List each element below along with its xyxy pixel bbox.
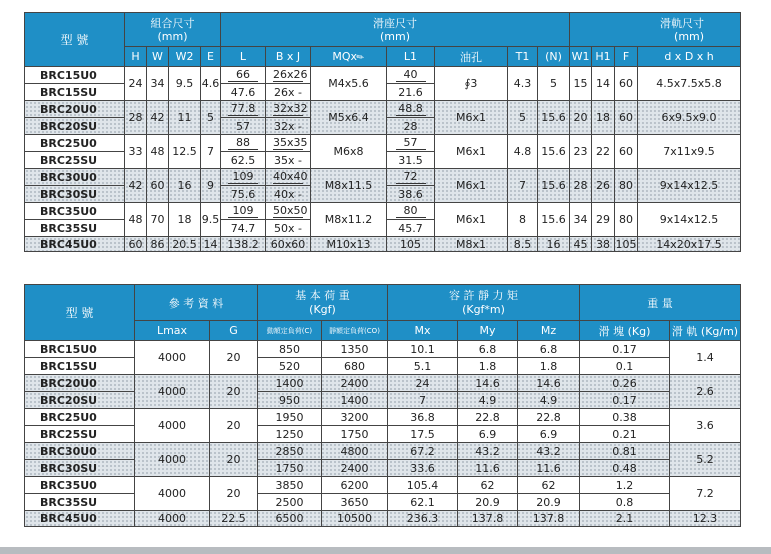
value-G: 20 xyxy=(210,409,258,443)
table-row xyxy=(25,511,741,527)
model-name: BRC20SU xyxy=(25,118,125,135)
value-F: 60 xyxy=(615,67,638,101)
value-Mx: 17.5 xyxy=(388,426,458,443)
value-oil-hole: ∮3 xyxy=(435,67,508,101)
value-block-weight: 0.17 xyxy=(580,341,670,358)
value-T1: 8.5 xyxy=(508,237,538,252)
value-L1-value: 48.8 xyxy=(396,103,426,116)
value-dynamic-load: 1400 xyxy=(258,375,322,392)
value-W2: 12.5 xyxy=(169,135,201,169)
value-BxJ xyxy=(266,101,311,118)
value-BxJ-value: 32x32 xyxy=(273,101,308,115)
load-rating-table xyxy=(24,284,741,527)
value-My: 6.8 xyxy=(458,341,518,358)
model-name: BRC15SU xyxy=(25,358,135,375)
value-g: 22.5 xyxy=(210,511,258,527)
value-L1 xyxy=(387,169,435,186)
value-L1: 21.6 xyxy=(387,84,435,101)
model-name: BRC25SU xyxy=(25,152,125,169)
value-Mz: 6.8 xyxy=(518,341,580,358)
value-dynamic-load: 1250 xyxy=(258,426,322,443)
value-L1 xyxy=(387,101,435,118)
col-L: L xyxy=(221,47,266,67)
col-BxJ: B x J xyxy=(266,47,311,67)
value-rw: 12.3 xyxy=(670,511,741,527)
value-BxJ: 26x - xyxy=(266,84,311,101)
value-G: 20 xyxy=(210,443,258,477)
value-BxJ-value: 35x35 xyxy=(273,135,308,149)
value-T1: 5 xyxy=(508,101,538,135)
value-oil-hole: M6x1 xyxy=(435,203,508,237)
value-MQ: M8x11.2 xyxy=(311,203,387,237)
value-W: 60 xyxy=(147,169,169,203)
value-rail-weight: 1.4 xyxy=(670,341,741,375)
value-static-load: 1350 xyxy=(322,341,388,358)
model-name: BRC15U0 xyxy=(25,67,125,84)
value-static-load: 6200 xyxy=(322,477,388,494)
model-name: BRC30U0 xyxy=(25,443,135,460)
value-W: 34 xyxy=(147,67,169,101)
value-Mx: 5.1 xyxy=(388,358,458,375)
value-H: 42 xyxy=(125,169,147,203)
table-row xyxy=(25,494,741,511)
value-block-weight: 0.26 xyxy=(580,375,670,392)
model-name: BRC15U0 xyxy=(25,341,135,358)
table-row xyxy=(25,101,741,118)
assembly-dimensions-header: 組合尺寸 (mm) xyxy=(125,13,221,47)
value-block-weight: 0.48 xyxy=(580,460,670,477)
value-Lmax: 4000 xyxy=(135,341,210,375)
value-BxJ-value: 26x26 xyxy=(273,67,308,81)
value-F: 80 xyxy=(615,169,638,203)
value-E: 4.6 xyxy=(201,67,221,101)
col-Lmax: Lmax xyxy=(135,321,210,341)
model-name: BRC35SU xyxy=(25,494,135,511)
value-W1: 20 xyxy=(570,101,592,135)
value-Mx: 67.2 xyxy=(388,443,458,460)
value-static-load: 3200 xyxy=(322,409,388,426)
value-BxJ xyxy=(266,67,311,84)
value-My: 11.6 xyxy=(458,460,518,477)
value-L1-value: 57 xyxy=(396,137,426,150)
value-W2: 11 xyxy=(169,101,201,135)
model-name: BRC20U0 xyxy=(25,101,125,118)
model-name: BRC45U0 xyxy=(25,237,125,252)
value-block-weight: 0.21 xyxy=(580,426,670,443)
value-BxJ xyxy=(266,203,311,220)
table-row xyxy=(25,135,741,152)
value-G: 20 xyxy=(210,375,258,409)
value-L-value: 66 xyxy=(228,69,258,82)
table-row xyxy=(25,358,741,375)
table-row xyxy=(25,443,741,460)
value-H: 24 xyxy=(125,67,147,101)
value-BJ: 60x60 xyxy=(266,237,311,252)
value-L xyxy=(221,203,266,220)
value-mz: 137.8 xyxy=(518,511,580,527)
value-BxJ xyxy=(266,169,311,186)
col-L1: L1 xyxy=(387,47,435,67)
value-Lmax: 4000 xyxy=(135,477,210,511)
value-dynamic-load: 3850 xyxy=(258,477,322,494)
value-T1: 4.8 xyxy=(508,135,538,169)
value-H1: 22 xyxy=(592,135,615,169)
value-dDh: 6x9.5x9.0 xyxy=(638,101,741,135)
value-L: 74.7 xyxy=(221,220,266,237)
col-H1: H1 xyxy=(592,47,615,67)
col-G: G xyxy=(210,321,258,341)
value-L: 57 xyxy=(221,118,266,135)
value-L-value: 109 xyxy=(228,171,258,184)
value-My: 14.6 xyxy=(458,375,518,392)
value-W1: 34 xyxy=(570,203,592,237)
model-name: BRC30SU xyxy=(25,186,125,203)
value-L1: 105 xyxy=(387,237,435,252)
table-row xyxy=(25,237,741,252)
model-name: BRC15SU xyxy=(25,84,125,101)
value-N: 15.6 xyxy=(538,203,570,237)
value-W: 42 xyxy=(147,101,169,135)
value-H: 60 xyxy=(125,237,147,252)
value-rail-weight: 5.2 xyxy=(670,443,741,477)
table-row xyxy=(25,341,741,358)
value-My: 6.9 xyxy=(458,426,518,443)
static-moment-header: 容 許 靜 力 矩 (Kgf*m) xyxy=(388,285,580,321)
value-My: 43.2 xyxy=(458,443,518,460)
col-W: W xyxy=(147,47,169,67)
value-BxJ: 32x - xyxy=(266,118,311,135)
value-rail-weight: 2.6 xyxy=(670,375,741,409)
value-Mz: 1.8 xyxy=(518,358,580,375)
value-Mx: 10.1 xyxy=(388,341,458,358)
value-dynamic-load: 2500 xyxy=(258,494,322,511)
value-block-weight: 0.17 xyxy=(580,392,670,409)
pen-icon: ✎ xyxy=(354,51,367,65)
value-L1 xyxy=(387,203,435,220)
col-E: E xyxy=(201,47,221,67)
weight-header: 重 量 xyxy=(580,285,741,321)
value-Mx: 7 xyxy=(388,392,458,409)
value-block-weight: 0.8 xyxy=(580,494,670,511)
value-block-weight: 0.81 xyxy=(580,443,670,460)
value-Mz: 6.9 xyxy=(518,426,580,443)
bottom-bar xyxy=(0,547,771,554)
col-F: F xyxy=(615,47,638,67)
value-static-load: 1400 xyxy=(322,392,388,409)
col-Mx: Mx xyxy=(388,321,458,341)
value-oil-hole: M6x1 xyxy=(435,135,508,169)
value-My: 20.9 xyxy=(458,494,518,511)
value-dDh: 9x14x12.5 xyxy=(638,169,741,203)
table-row xyxy=(25,477,741,494)
value-H: 33 xyxy=(125,135,147,169)
value-static-load: 3650 xyxy=(322,494,388,511)
value-oil: M8x1 xyxy=(435,237,508,252)
value-MQ: M6x8 xyxy=(311,135,387,169)
value-co: 10500 xyxy=(322,511,388,527)
value-rail-weight: 7.2 xyxy=(670,477,741,511)
value-H: 48 xyxy=(125,203,147,237)
col-N: (N) xyxy=(538,47,570,67)
value-BxJ: 40x - xyxy=(266,186,311,203)
table-row xyxy=(25,392,741,409)
model-header: 型 號 xyxy=(25,13,125,67)
value-H1: 18 xyxy=(592,101,615,135)
value-L1-value: 80 xyxy=(396,205,426,218)
value-oil-hole: M6x1 xyxy=(435,101,508,135)
value-T1: 7 xyxy=(508,169,538,203)
value-E: 9 xyxy=(201,169,221,203)
value-L: 47.6 xyxy=(221,84,266,101)
value-W: 86 xyxy=(147,237,169,252)
value-lmax: 4000 xyxy=(135,511,210,527)
value-N: 15.6 xyxy=(538,135,570,169)
value-W2: 18 xyxy=(169,203,201,237)
value-Mz: 22.8 xyxy=(518,409,580,426)
model-name: BRC25U0 xyxy=(25,135,125,152)
value-Mz: 43.2 xyxy=(518,443,580,460)
value-Mx: 36.8 xyxy=(388,409,458,426)
value-Lmax: 4000 xyxy=(135,443,210,477)
value-L1: 28 xyxy=(387,118,435,135)
value-T1: 8 xyxy=(508,203,538,237)
col-T1: T1 xyxy=(508,47,538,67)
value-L: 62.5 xyxy=(221,152,266,169)
value-L: 75.6 xyxy=(221,186,266,203)
value-dDh: 4.5x7.5x5.8 xyxy=(638,67,741,101)
value-dynamic-load: 1950 xyxy=(258,409,322,426)
value-Mz: 62 xyxy=(518,477,580,494)
value-W: 48 xyxy=(147,135,169,169)
col-W1: W1 xyxy=(570,47,592,67)
value-N: 5 xyxy=(538,67,570,101)
col-H: H xyxy=(125,47,147,67)
value-F: 60 xyxy=(615,101,638,135)
value-N: 16 xyxy=(538,237,570,252)
value-E: 7 xyxy=(201,135,221,169)
value-c: 6500 xyxy=(258,511,322,527)
value-static-load: 1750 xyxy=(322,426,388,443)
value-L1 xyxy=(387,135,435,152)
value-T1: 4.3 xyxy=(508,67,538,101)
value-E: 9.5 xyxy=(201,203,221,237)
value-BxJ xyxy=(266,135,311,152)
col-rail-weight: 滑 軌 (Kg/m) xyxy=(670,321,741,341)
value-Mz: 14.6 xyxy=(518,375,580,392)
value-dDh: 9x14x12.5 xyxy=(638,203,741,237)
value-N: 15.6 xyxy=(538,169,570,203)
value-L xyxy=(221,135,266,152)
value-L-value: 88 xyxy=(228,137,258,150)
basic-load-header: 基 本 荷 重 (Kgf) xyxy=(258,285,388,321)
rail-dimensions-header: 滑軌尺寸 (mm) xyxy=(570,13,741,47)
value-block-weight: 1.2 xyxy=(580,477,670,494)
value-H1: 38 xyxy=(592,237,615,252)
col-oil-hole: 油孔 xyxy=(435,47,508,67)
value-L1: 45.7 xyxy=(387,220,435,237)
value-L1: 38.6 xyxy=(387,186,435,203)
value-Mx: 33.6 xyxy=(388,460,458,477)
value-Mz: 4.9 xyxy=(518,392,580,409)
value-dynamic-load: 520 xyxy=(258,358,322,375)
col-W2: W2 xyxy=(169,47,201,67)
value-My: 22.8 xyxy=(458,409,518,426)
model-name: BRC35U0 xyxy=(25,477,135,494)
model-name: BRC25U0 xyxy=(25,409,135,426)
value-F: 80 xyxy=(615,203,638,237)
value-Mz: 20.9 xyxy=(518,494,580,511)
value-W2: 20.5 xyxy=(169,237,201,252)
col-MQ: MQx✎ xyxy=(311,47,387,67)
value-static-load: 2400 xyxy=(322,375,388,392)
model-name: BRC45U0 xyxy=(25,511,135,527)
table-row xyxy=(25,203,741,220)
value-L-value: 109 xyxy=(228,205,258,218)
value-F: 60 xyxy=(615,135,638,169)
value-MQ: M10x13 xyxy=(311,237,387,252)
model-name: BRC35SU xyxy=(25,220,125,237)
value-L xyxy=(221,169,266,186)
value-N: 15.6 xyxy=(538,101,570,135)
value-MQ: M4x5.6 xyxy=(311,67,387,101)
value-L1: 31.5 xyxy=(387,152,435,169)
reference-header: 參 考 資 料 xyxy=(135,285,258,321)
model-name: BRC20SU xyxy=(25,392,135,409)
value-oil-hole: M6x1 xyxy=(435,169,508,203)
value-BxJ: 35x - xyxy=(266,152,311,169)
value-H: 28 xyxy=(125,101,147,135)
value-my: 137.8 xyxy=(458,511,518,527)
value-L xyxy=(221,101,266,118)
value-My: 1.8 xyxy=(458,358,518,375)
value-W1: 28 xyxy=(570,169,592,203)
value-E: 14 xyxy=(201,237,221,252)
value-W1: 45 xyxy=(570,237,592,252)
value-dynamic-load: 1750 xyxy=(258,460,322,477)
value-My: 62 xyxy=(458,477,518,494)
value-BxJ: 50x - xyxy=(266,220,311,237)
value-dDh: 14x20x17.5 xyxy=(638,237,741,252)
value-G: 20 xyxy=(210,341,258,375)
dimension-table xyxy=(24,12,741,252)
value-W2: 16 xyxy=(169,169,201,203)
col-static-load: 靜額定負荷(CO) xyxy=(322,321,388,341)
value-E: 5 xyxy=(201,101,221,135)
value-F: 105 xyxy=(615,237,637,251)
value-My: 4.9 xyxy=(458,392,518,409)
value-L1-value: 40 xyxy=(396,69,426,82)
block-dimensions-header: 滑座尺寸 (mm) xyxy=(221,13,570,47)
value-L1-value: 72 xyxy=(396,171,426,184)
value-dynamic-load: 950 xyxy=(258,392,322,409)
value-block-weight: 0.38 xyxy=(580,409,670,426)
value-Mz: 11.6 xyxy=(518,460,580,477)
value-mx: 236.3 xyxy=(388,511,458,527)
value-dynamic-load: 2850 xyxy=(258,443,322,460)
col-dDh: d x D x h xyxy=(638,47,741,67)
value-H1: 26 xyxy=(592,169,615,203)
value-block-weight: 0.1 xyxy=(580,358,670,375)
value-BxJ-value: 50x50 xyxy=(273,203,308,217)
value-W1: 23 xyxy=(570,135,592,169)
value-W: 70 xyxy=(147,203,169,237)
col-Mz: Mz xyxy=(518,321,580,341)
value-BxJ-value: 40x40 xyxy=(273,169,308,183)
table-row xyxy=(25,426,741,443)
value-Mx: 105.4 xyxy=(388,477,458,494)
value-W2: 9.5 xyxy=(169,67,201,101)
value-L1 xyxy=(387,67,435,84)
value-W1: 15 xyxy=(570,67,592,101)
value-Lmax: 4000 xyxy=(135,375,210,409)
col-dynamic-load: 動額定負荷(C) xyxy=(258,321,322,341)
value-Mx: 24 xyxy=(388,375,458,392)
model-name: BRC30U0 xyxy=(25,169,125,186)
value-H1: 29 xyxy=(592,203,615,237)
value-MQ: M8x11.5 xyxy=(311,169,387,203)
model-header: 型 號 xyxy=(25,285,135,341)
value-static-load: 2400 xyxy=(322,460,388,477)
table-row xyxy=(25,375,741,392)
value-rail-weight: 3.6 xyxy=(670,409,741,443)
value-Mx: 62.1 xyxy=(388,494,458,511)
value-MQ: M5x6.4 xyxy=(311,101,387,135)
value-L-value: 77.8 xyxy=(228,103,258,116)
model-name: BRC30SU xyxy=(25,460,135,477)
table-row xyxy=(25,460,741,477)
value-H1: 14 xyxy=(592,67,615,101)
model-name: BRC25SU xyxy=(25,426,135,443)
col-My: My xyxy=(458,321,518,341)
value-dDh: 7x11x9.5 xyxy=(638,135,741,169)
table-row xyxy=(25,169,741,186)
value-G: 20 xyxy=(210,477,258,511)
value-L xyxy=(221,67,266,84)
table-row xyxy=(25,67,741,84)
value-L: 138.2 xyxy=(221,237,266,252)
value-bw: 2.1 xyxy=(580,511,670,527)
model-name: BRC20U0 xyxy=(25,375,135,392)
model-name: BRC35U0 xyxy=(25,203,125,220)
value-dynamic-load: 850 xyxy=(258,341,322,358)
value-Lmax: 4000 xyxy=(135,409,210,443)
value-static-load: 680 xyxy=(322,358,388,375)
value-static-load: 4800 xyxy=(322,443,388,460)
col-block-weight: 滑 塊 (Kg) xyxy=(580,321,670,341)
table-row xyxy=(25,409,741,426)
